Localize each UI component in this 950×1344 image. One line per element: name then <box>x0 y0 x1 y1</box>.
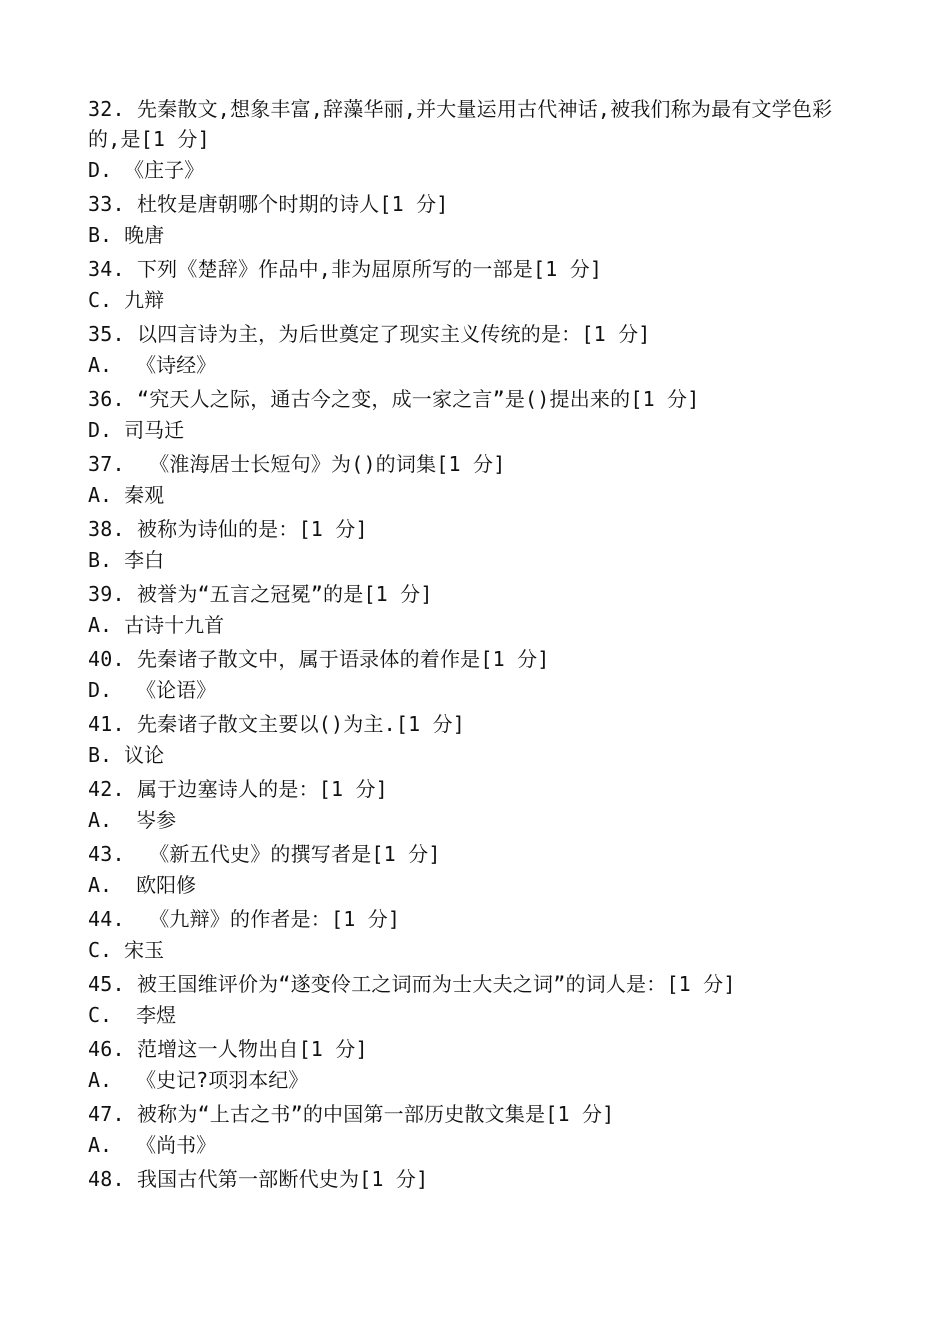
question-text: 36. “究天人之际，通古今之变，成一家之言”是()提出来的[1 分] <box>88 387 700 411</box>
question-text: 35. 以四言诗为主，为后世奠定了现实主义传统的是：[1 分] <box>88 322 651 346</box>
question-item-37 <box>88 449 848 510</box>
question-text: 34. 下列《楚辞》作品中,非为屈原所写的一部是[1 分] <box>88 257 603 281</box>
question-list <box>88 94 848 1194</box>
question-item-46 <box>88 1034 848 1095</box>
answer-text: D. 《论语》 <box>88 678 217 702</box>
answer-text: B. 李白 <box>88 548 165 572</box>
answer-text: D. 司马迁 <box>88 418 185 442</box>
question-text: 40. 先秦诸子散文中，属于语录体的着作是[1 分] <box>88 647 550 671</box>
question-item-40 <box>88 644 848 705</box>
answer-text: C. 李煜 <box>88 1003 177 1027</box>
question-text: 41. 先秦诸子散文主要以()为主.[1 分] <box>88 712 466 736</box>
question-text: 48. 我国古代第一部断代史为[1 分] <box>88 1167 429 1191</box>
question-item-32 <box>88 94 848 185</box>
answer-text: A. 《史记?项羽本纪》 <box>88 1068 309 1092</box>
question-text: 38. 被称为诗仙的是：[1 分] <box>88 517 368 541</box>
question-text: 42. 属于边塞诗人的是：[1 分] <box>88 777 388 801</box>
question-text: 46. 范增这一人物出自[1 分] <box>88 1037 368 1061</box>
answer-text: A. 岑参 <box>88 808 177 832</box>
question-item-38 <box>88 514 848 575</box>
question-text: 43. 《新五代史》的撰写者是[1 分] <box>88 842 441 866</box>
question-text: 33. 杜牧是唐朝哪个时期的诗人[1 分] <box>88 192 449 216</box>
question-item-33 <box>88 189 848 250</box>
answer-text: C. 九辩 <box>88 288 165 312</box>
answer-text: A. 欧阳修 <box>88 873 197 897</box>
question-text: 37. 《淮海居士长短句》为()的词集[1 分] <box>88 452 506 476</box>
answer-text: D. 《庄子》 <box>88 158 205 182</box>
question-item-48 <box>88 1164 848 1194</box>
question-item-34 <box>88 254 848 315</box>
question-item-35 <box>88 319 848 380</box>
answer-text: B. 晚唐 <box>88 223 165 247</box>
question-text: 45. 被王国维评价为“遂变伶工之词而为士大夫之词”的词人是：[1 分] <box>88 972 736 996</box>
question-item-36 <box>88 384 848 445</box>
answer-text: A. 古诗十九首 <box>88 613 225 637</box>
answer-text: A. 《尚书》 <box>88 1133 217 1157</box>
question-item-42 <box>88 774 848 835</box>
answer-text: C. 宋玉 <box>88 938 165 962</box>
question-text: 39. 被誉为“五言之冠冕”的是[1 分] <box>88 582 433 606</box>
question-item-41 <box>88 709 848 770</box>
question-item-39 <box>88 579 848 640</box>
question-text: 44. 《九辩》的作者是：[1 分] <box>88 907 401 931</box>
answer-text: B. 议论 <box>88 743 165 767</box>
question-item-47 <box>88 1099 848 1160</box>
question-item-43 <box>88 839 848 900</box>
question-item-44 <box>88 904 848 965</box>
question-item-45 <box>88 969 848 1030</box>
question-text: 32. 先秦散文,想象丰富,辞藻华丽,并大量运用古代神话,被我们称为最有文学色彩的,是[1 分] <box>88 97 833 151</box>
answer-text: A. 秦观 <box>88 483 165 507</box>
answer-text: A. 《诗经》 <box>88 353 217 377</box>
question-text: 47. 被称为“上古之书”的中国第一部历史散文集是[1 分] <box>88 1102 615 1126</box>
